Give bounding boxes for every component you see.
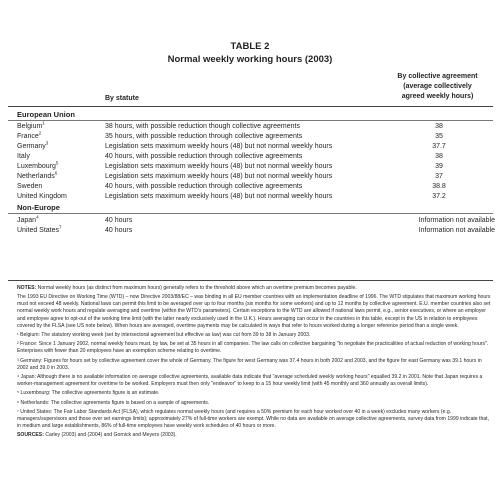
footnote-marker: 4 xyxy=(36,214,39,220)
footer-rule xyxy=(8,280,493,281)
footnote-marker: 3 xyxy=(45,140,49,146)
footnote-marker: 1 xyxy=(42,120,45,126)
agreement-cell: 38 xyxy=(435,123,443,130)
note-main xyxy=(17,285,493,292)
statute-cell: Legislation sets maximum weekly hours (48) but not normal weekly hours xyxy=(105,193,333,200)
country-cell xyxy=(17,192,67,201)
statute-cell: Legislation sets maximum weekly hours (48) but not normal weekly hours xyxy=(105,163,333,170)
country-cell xyxy=(17,216,39,225)
country-name: Italy xyxy=(17,153,30,160)
agreement-cell: 37.2 xyxy=(432,193,446,200)
country-name: Japan xyxy=(17,217,37,224)
country-name: Luxembourg xyxy=(17,163,56,170)
country-cell xyxy=(17,152,30,161)
country-name: United States xyxy=(17,227,60,234)
country-cell xyxy=(17,142,48,151)
agreement-cell: 38 xyxy=(435,153,443,160)
table-title xyxy=(0,40,500,66)
sources xyxy=(17,432,493,439)
table-row xyxy=(0,122,500,131)
agreement-cell: Information not available xyxy=(418,217,495,224)
statute-cell: Legislation sets maximum weekly hours (48) but not normal weekly hours xyxy=(105,143,333,150)
agreement-cell: 35 xyxy=(435,133,443,140)
note-france: ² France: Since 1 January 2002, normal weekly hours must, by law, be set at 35 hours in all companies. The law calls on collective bargaining "to negotiate the practicalities of actual reduction of working hours". Enterprises with fewer than 20 employees have an exemption scheme relating to overtime. xyxy=(17,341,489,355)
table-row xyxy=(0,192,500,201)
country-cell xyxy=(17,162,58,171)
country-name: Netherlands xyxy=(17,173,55,180)
sources-text: Carley (2003) and (2004) and Gornick and Meyers (2003). xyxy=(45,432,177,439)
footnote-marker: 7 xyxy=(59,224,62,230)
note-wtd: The 1993 EU Directive on Working Time (WTD) – now Directive 2003/88/EC – was binding in all EU member countries with an implementation deadline of 1996. The WTD stipulates that maximum working hours must not exceed 48 weekly. National laws can permit this limit to be averaged over up to four months (six months for some workers) and up to 12 months by collective agreement. E.U. member countries also set normal weekly work hours and regulate averaging and overtime (within the WTD's parameters). Certain exceptions to the WTD are allowed if national laws permit, e.g., senior executives, or where an employer and employee agree to opt-out of the working time limit (with the latter nearly exclusively used in the U.K.). Hours averaging can occur in the countries in this table, except in the US in relation to employees covered by the FLSA (see US note below). When hours are averaged, overtime payments may be calculated in ways that refer to hours worked during a longer reference period than a single week. xyxy=(17,294,491,329)
note-japan: ⁴ Japan: Although there is no available information on average collective agreements, available data indicate that "average scheduled weekly working hours" equalled 39.2 in 2001. Note that Japan requires a worker-management agreement for overtime to be worked. Employers must then only "endeavor" to keep to a 15 hour weekly limit (with 45 monthly and 360 annually as overall limits). xyxy=(17,373,483,388)
statute-cell: 40 hours xyxy=(105,227,133,234)
table-row xyxy=(0,216,500,225)
agreement-cell: 38.8 xyxy=(432,183,446,190)
statute-cell: Legislation sets maximum weekly hours (48) but not normal weekly hours xyxy=(105,173,333,180)
table-row xyxy=(0,162,500,171)
country-cell xyxy=(17,182,42,191)
section-heading-noneu: Non-Europe xyxy=(17,203,60,212)
section-heading-eu: European Union xyxy=(17,110,75,119)
footnote-marker: 6 xyxy=(54,170,58,176)
agreement-cell: 39 xyxy=(435,163,443,170)
column-header-agreement-line1: By collective agreement xyxy=(397,73,478,80)
table-row xyxy=(0,132,500,141)
column-header-statute: By statute xyxy=(105,95,139,102)
country-name: Germany xyxy=(17,143,46,150)
note-netherlands: ⁶ Netherlands: The collective agreements figure is based on a sample of agreements. xyxy=(17,399,210,406)
sources-label: SOURCES: xyxy=(17,432,44,439)
table-number: TABLE 2 xyxy=(230,41,270,52)
country-cell xyxy=(17,172,57,181)
country-cell xyxy=(17,226,62,235)
header-rule xyxy=(8,106,493,107)
agreement-cell: 37.7 xyxy=(432,143,446,150)
statute-cell: 35 hours, with possible reduction through collective agreements xyxy=(105,133,303,140)
column-header-agreement-line3: agreed weekly hours) xyxy=(401,93,474,100)
note-main-text: Normal weekly hours (as distinct from maximum hours) generally refers to the threshold above which an overtime premium becomes payable. xyxy=(37,285,357,291)
country-name: United Kingdom xyxy=(17,193,67,200)
country-name: Belgium xyxy=(17,123,43,130)
table-row xyxy=(0,152,500,161)
section-rule-eu xyxy=(8,120,493,121)
country-name: France xyxy=(17,133,39,140)
agreement-cell: 37 xyxy=(435,173,443,180)
table-row xyxy=(0,142,500,151)
statute-cell: 40 hours, with possible reduction through collective agreements xyxy=(105,183,303,190)
column-header-agreement-line2: (average collectively xyxy=(403,83,472,90)
table-caption: Normal weekly working hours (2003) xyxy=(167,54,333,65)
note-united-states: ⁷ United States: The Fair Labor Standards Act (FLSA), which regulates normal weekly hours (and requires a 50% premium for each hour worked over 40 in a week) excludes many workers (e.g. managers/supervisors and those over set earnings limits); approximately 27% of full-time workers are exempt. While no data are available on average collective agreements, survey data from 1999 indicate that, in medium and large establishments, 86% of full-time employees have weekly work schedules of 40 hours or more. xyxy=(17,408,489,430)
note-belgium: ¹ Belgium: The statutory working week (set by intersectoral agreement but effective as law) was cut from 39 to 38 in January 2003. xyxy=(17,331,311,338)
country-cell xyxy=(17,122,45,131)
note-luxembourg: ⁵ Luxembourg: The collective agreements figure is an estimate. xyxy=(17,390,160,397)
column-header-agreement xyxy=(380,72,495,102)
statute-cell: 40 hours xyxy=(105,217,133,224)
notes-label: NOTES: xyxy=(17,285,37,291)
footnote-marker: 5 xyxy=(55,160,59,166)
table-row xyxy=(0,182,500,191)
notes-block xyxy=(17,285,493,442)
statute-cell: 38 hours, with possible reduction though collective agreements xyxy=(105,123,300,130)
table-row xyxy=(0,226,500,235)
statute-cell: 40 hours, with possible reduction through collective agreements xyxy=(105,153,303,160)
agreement-cell: Information not available xyxy=(418,227,495,234)
note-germany: ³ Germany: Figures for hours set by collective agreement cover the whole of Germany. The figure for west Germany was 37.4 hours in both 2002 and 2003, and the figure for east Germany was 39.1 hours in 2002 and 39.0 in 2003. xyxy=(17,357,482,371)
table-row xyxy=(0,172,500,181)
footnote-marker: 2 xyxy=(38,130,42,136)
country-name: Sweden xyxy=(17,183,43,190)
section-rule-noneu xyxy=(8,213,493,214)
country-cell xyxy=(17,132,41,141)
